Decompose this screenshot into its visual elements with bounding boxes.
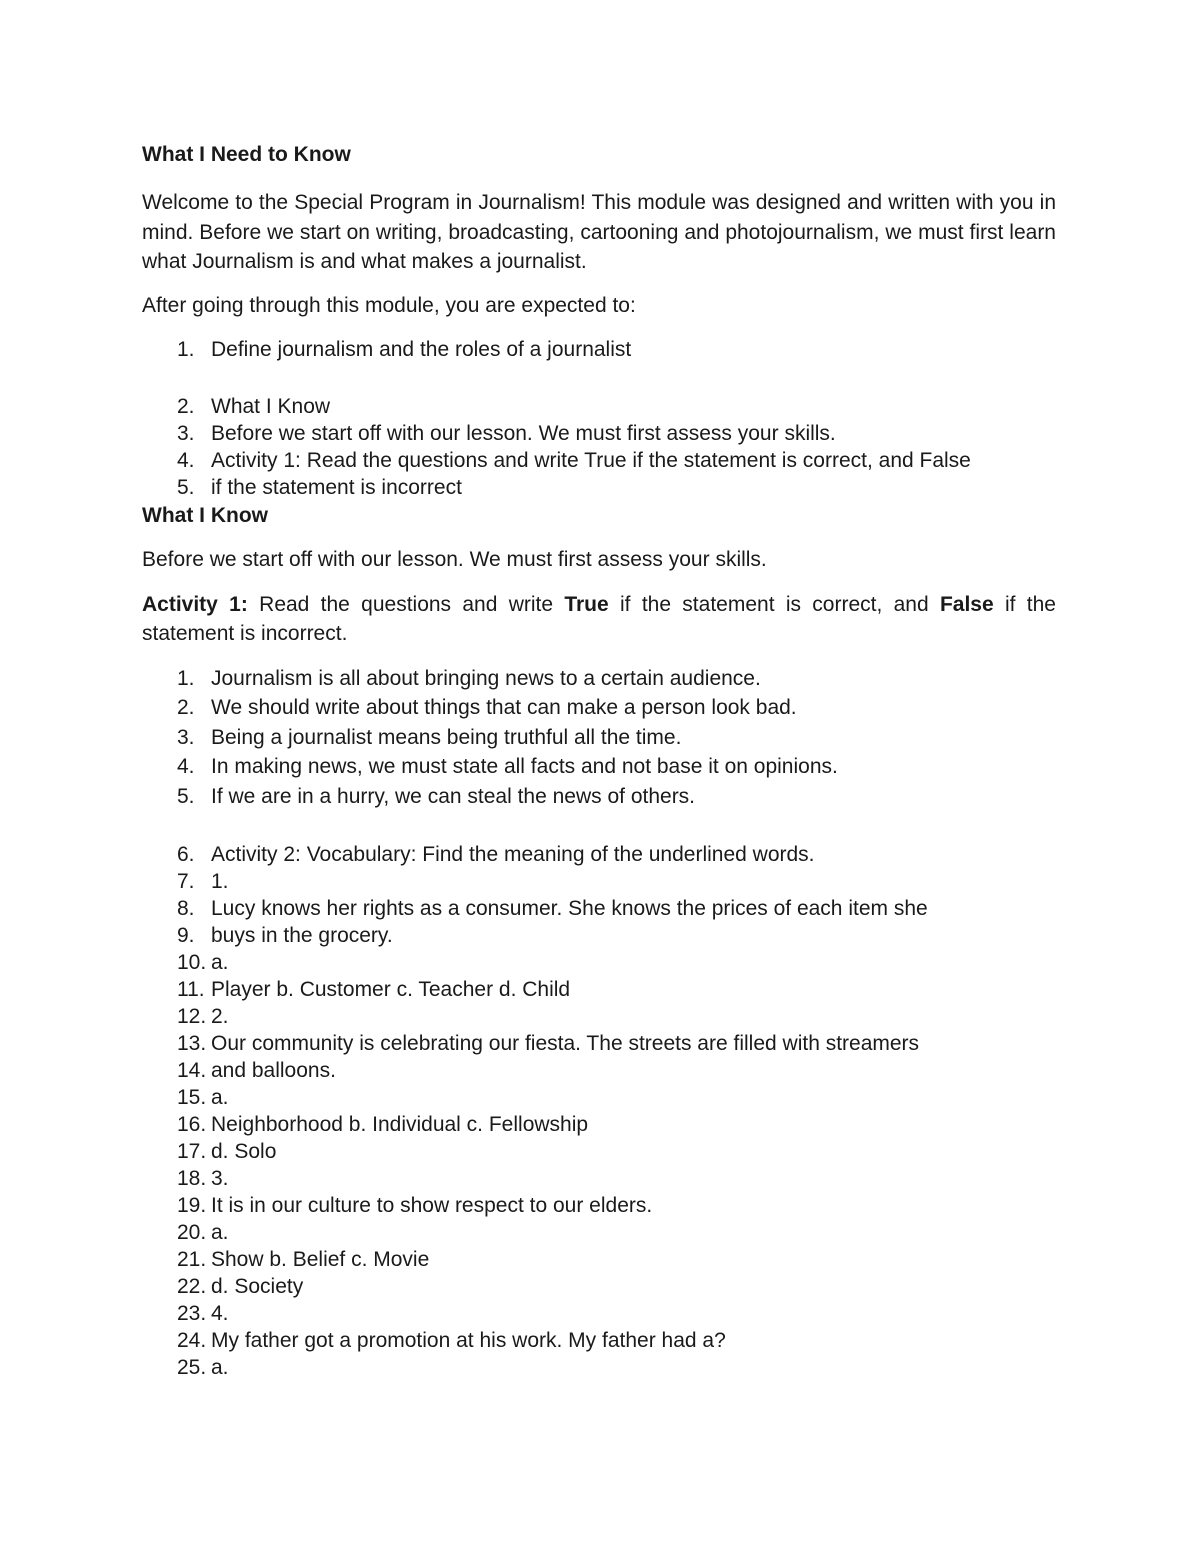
list-number: 21.: [177, 1248, 207, 1271]
intro-paragraph: Welcome to the Special Program in Journalism! This module was designed and written with you in mind. Before we start on writing, broadcasting, cartooning and photojournalism, we must first learn what Journalism is and what makes a journalist.: [142, 191, 1056, 273]
list-number: 12.: [177, 1005, 207, 1028]
list-number: 7.: [177, 870, 195, 893]
list-item: [142, 841, 1056, 868]
list-item: [142, 693, 1056, 723]
outline-list: [142, 393, 1056, 501]
list-number: 11.: [177, 978, 205, 1001]
list-number: 17.: [177, 1140, 207, 1163]
list-number: 24.: [177, 1329, 207, 1352]
list-text: Define journalism and the roles of a journalist: [211, 338, 632, 361]
list-item: [142, 420, 1056, 447]
list-text: 4.: [211, 1302, 229, 1325]
list-number: 23.: [177, 1302, 207, 1325]
list-text: In making news, we must state all facts and not base it on opinions.: [211, 755, 838, 778]
list-number: 20.: [177, 1221, 207, 1244]
list-text: buys in the grocery.: [211, 924, 393, 947]
list-item: [142, 1300, 1056, 1327]
vocabulary-list: [142, 841, 1056, 1381]
list-text: if the statement is incorrect: [211, 476, 462, 499]
list-number: 4.: [177, 449, 195, 472]
list-number: 8.: [177, 897, 195, 920]
list-number: 3.: [177, 422, 195, 445]
list-number: 6.: [177, 843, 195, 866]
list-number: 25.: [177, 1356, 207, 1379]
list-text: a.: [211, 1086, 229, 1109]
list-text: Being a journalist means being truthful all the time.: [211, 725, 682, 749]
list-number: 13.: [177, 1032, 207, 1055]
activity-text: if the statement is correct, and: [608, 592, 940, 616]
section-heading-what-i-know: What I Know: [142, 504, 268, 527]
list-text: a.: [211, 1221, 229, 1244]
activity-1-label: Activity 1:: [142, 592, 248, 616]
assessment-intro: Before we start off with our lesson. We must first assess your skills.: [142, 548, 767, 571]
list-item: [142, 1327, 1056, 1354]
list-item: [142, 474, 1056, 501]
list-text: Lucy knows her rights as a consumer. She knows the prices of each item she: [211, 897, 928, 920]
list-text: Show b. Belief c. Movie: [211, 1248, 430, 1271]
list-item: [142, 782, 1056, 812]
activity-text: if the statement is incorrect.: [142, 592, 1056, 645]
expectation-paragraph: After going through this module, you are expected to:: [142, 293, 636, 317]
list-text: a.: [211, 1356, 229, 1379]
list-item: [142, 1084, 1056, 1111]
list-number: 10.: [177, 951, 207, 974]
list-number: 16.: [177, 1113, 207, 1136]
list-number: 5.: [177, 476, 195, 499]
list-item: [142, 664, 1056, 694]
objectives-list: [142, 336, 1056, 363]
list-number: 5.: [177, 784, 195, 808]
list-text: Our community is celebrating our fiesta. The streets are filled with streamers: [211, 1032, 920, 1055]
list-text: 3.: [211, 1167, 229, 1190]
list-text: Journalism is all about bringing news to a certain audience.: [211, 666, 761, 690]
list-item: [142, 1111, 1056, 1138]
list-text: a.: [211, 951, 229, 974]
list-text: 2.: [211, 1005, 229, 1028]
list-item: [142, 1273, 1056, 1300]
list-item: [142, 895, 1056, 922]
list-text: Before we start off with our lesson. We must first assess your skills.: [211, 422, 836, 445]
list-item: [142, 1165, 1056, 1192]
list-item: [142, 976, 1056, 1003]
list-item: [142, 1219, 1056, 1246]
list-item: [142, 752, 1056, 782]
list-number: 9.: [177, 924, 195, 947]
list-number: 22.: [177, 1275, 207, 1298]
list-item: [142, 868, 1056, 895]
list-number: 2.: [177, 395, 195, 418]
list-text: Player b. Customer c. Teacher d. Child: [211, 978, 571, 1001]
list-item: [142, 393, 1056, 420]
true-keyword: True: [564, 592, 609, 616]
list-number: 2.: [177, 696, 195, 719]
list-number: 15.: [177, 1086, 207, 1109]
list-number: 1.: [177, 338, 195, 361]
list-number: 1.: [177, 666, 195, 690]
list-item: [142, 336, 1056, 363]
list-item: [142, 1030, 1056, 1057]
list-text: It is in our culture to show respect to our elders.: [211, 1194, 653, 1217]
list-text: 1.: [211, 870, 229, 893]
list-item: [142, 922, 1056, 949]
list-number: 3.: [177, 725, 195, 749]
list-text: Activity 2: Vocabulary: Find the meaning of the underlined words.: [211, 843, 815, 866]
list-number: 4.: [177, 755, 195, 778]
list-number: 19.: [177, 1194, 207, 1217]
list-text: We should write about things that can make a person look bad.: [211, 696, 797, 719]
list-text: and balloons.: [211, 1059, 336, 1082]
true-false-questions: [142, 664, 1056, 812]
list-text: Activity 1: Read the questions and write True if the statement is correct, and False: [211, 449, 971, 472]
activity-1-instructions: [142, 590, 1056, 649]
list-number: 14.: [177, 1059, 207, 1082]
activity-text: Read the questions and write: [247, 592, 565, 616]
list-item: [142, 1057, 1056, 1084]
list-text: d. Solo: [211, 1140, 277, 1163]
document-page: [142, 140, 1056, 1381]
false-keyword: False: [939, 592, 994, 616]
list-text: My father got a promotion at his work. My father had a?: [211, 1329, 726, 1352]
list-text: Neighborhood b. Individual c. Fellowship: [211, 1113, 589, 1136]
list-text: If we are in a hurry, we can steal the news of others.: [211, 784, 696, 808]
list-item: [142, 1354, 1056, 1381]
list-text: What I Know: [211, 395, 331, 418]
list-item: [142, 447, 1056, 474]
section-heading-what-i-need-to-know: What I Need to Know: [142, 143, 351, 166]
list-item: [142, 1192, 1056, 1219]
list-number: 18.: [177, 1167, 207, 1190]
list-item: [142, 723, 1056, 753]
list-item: [142, 1003, 1056, 1030]
list-item: [142, 949, 1056, 976]
list-item: [142, 1246, 1056, 1273]
list-text: d. Society: [211, 1275, 304, 1298]
list-item: [142, 1138, 1056, 1165]
